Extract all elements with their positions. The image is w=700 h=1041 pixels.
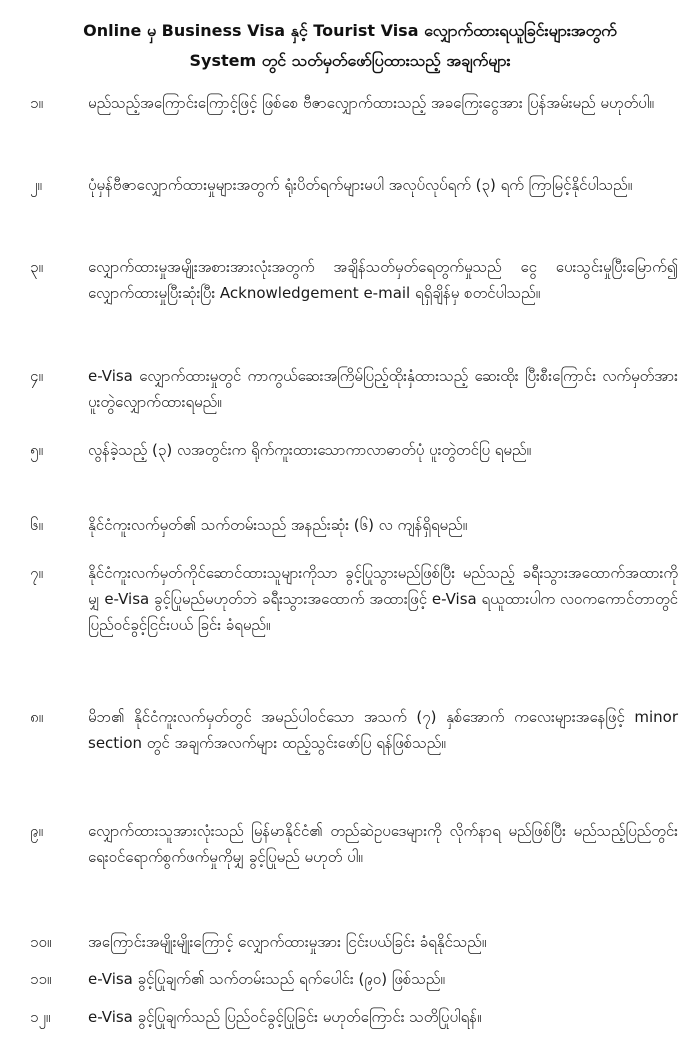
item-number: ၁၂။	[30, 1008, 51, 1026]
item-text: e-Visa လျှောက်ထားမှုတွင် ကာကွယ်ဆေးအကြိမ်ပြည့်ထိုးနှံထားသည့် ဆေးထိုး ပြီးစီးကြောင်း လက်မှတ်အား ပူးတွဲလျှောက်ထားရမည်။	[88, 367, 678, 411]
item-text: မည်သည့်အကြောင်းကြောင့်ဖြင့် ဖြစ်စေ ဗီဇာလျှောက်ထားသည့် အခကြေးငွေအား ပြန်အမ်းမည် မဟုတ်ပါ။	[88, 94, 654, 112]
item-number: ၇။	[30, 564, 43, 582]
title-line-1: Online မှ Business Visa နှင့် Tourist Visa လျှောက်ထားရယူခြင်းများအတွက်	[83, 21, 617, 40]
item-number: ၄။	[30, 367, 43, 385]
item-number: ၁။	[30, 94, 43, 112]
item-text: လျှောက်ထားသူအားလုံးသည် မြန်မာနိုင်ငံ၏ တည်ဆဲဥပဒေများကို လိုက်နာရ မည်ဖြစ်ပြီး မည်သည့်ပြည်တွင်းရေးဝင်ရောက်စွက်ဖက်မှုကိုမျှ ခွင့်ပြုမည် မဟုတ် ပါ။	[88, 822, 678, 866]
title-line-2: System တွင် သတ်မှတ်ဖော်ပြထားသည့် အချက်များ	[189, 51, 511, 70]
item-text: လွန်ခဲ့သည့် (၃) လအတွင်းက ရိုက်ကူးထားသောကာလာဓာတ်ပုံ ပူးတွဲတင်ပြ ရမည်။	[88, 441, 532, 459]
item-number: ၆။	[30, 516, 43, 534]
item-number: ၁၁။	[30, 970, 52, 988]
item-number: ၉။	[30, 822, 43, 840]
item-number: ၃။	[30, 258, 43, 276]
item-text: အကြောင်းအမျိုးမျိုးကြောင့် လျှောက်ထားမှုအား ငြင်းပယ်ခြင်း ခံရနိုင်သည်။	[88, 933, 487, 951]
item-text: e-Visa ခွင့်ပြုချက်သည် ပြည်ဝင်ခွင့်ပြုခြင်း မဟုတ်ကြောင်း သတိပြုပါရန်။	[88, 1008, 482, 1026]
item-number: ၈။	[30, 708, 44, 726]
item-number: ၂။	[30, 176, 42, 194]
item-text: ပုံမှန်ဗီဇာလျှောက်ထားမှုများအတွက် ရုံးပိတ်ရက်များမပါ အလုပ်လုပ်ရက် (၃) ရက် ကြာမြင့်နိုင်ပါသည်။	[88, 176, 633, 194]
item-number: ၁၀။	[30, 933, 52, 951]
item-text: e-Visa ခွင့်ပြုချက်၏ သက်တမ်းသည် ရက်ပေါင်း (၉၀) ဖြစ်သည်။	[88, 970, 445, 988]
item-text: နိုင်ငံကူးလက်မှတ်၏ သက်တမ်းသည် အနည်းဆုံး (၆) လ ကျန်ရှိရမည်။	[88, 516, 468, 534]
item-text: မိဘ၏ နိုင်ငံကူးလက်မှတ်တွင် အမည်ပါဝင်သော အသက် (၇) နှစ်အောက် ကလေးများအနေဖြင့် minor section တွင် အချက်အလက်များ ထည့်သွင်းဖော်ပြ ရန်ဖြစ်သည်။	[88, 708, 678, 752]
item-text: နိုင်ငံကူးလက်မှတ်ကိုင်ဆောင်ထားသူများကိုသာ ခွင့်ပြုသွားမည်ဖြစ်ပြီး မည်သည့် ခရီးသွားအထောက်အထားကိုမျှ e-Visa ခွင့်ပြုမည်မဟုတ်ဘဲ ခရီးသွားအထောက် အထားဖြင့် e-Visa ရယူထားပါက လဝကကောင်တာတွင် ပြည်ဝင်ခွင့်ငြင်းပယ် ခြင်း ခံရမည်။	[88, 564, 678, 634]
item-number: ၅။	[30, 441, 43, 459]
item-text: လျှောက်ထားမှုအမျိုးအစားအားလုံးအတွက် အချိန်သတ်မှတ်ရေတွက်မှုသည် ငွေ ပေးသွင်းမှုပြီးမြောက်၍ လျှောက်ထားမှုပြီးဆုံးပြီး Acknowledgement e-mail ရရှိချိန်မှ စတင်ပါသည်။	[88, 258, 678, 302]
